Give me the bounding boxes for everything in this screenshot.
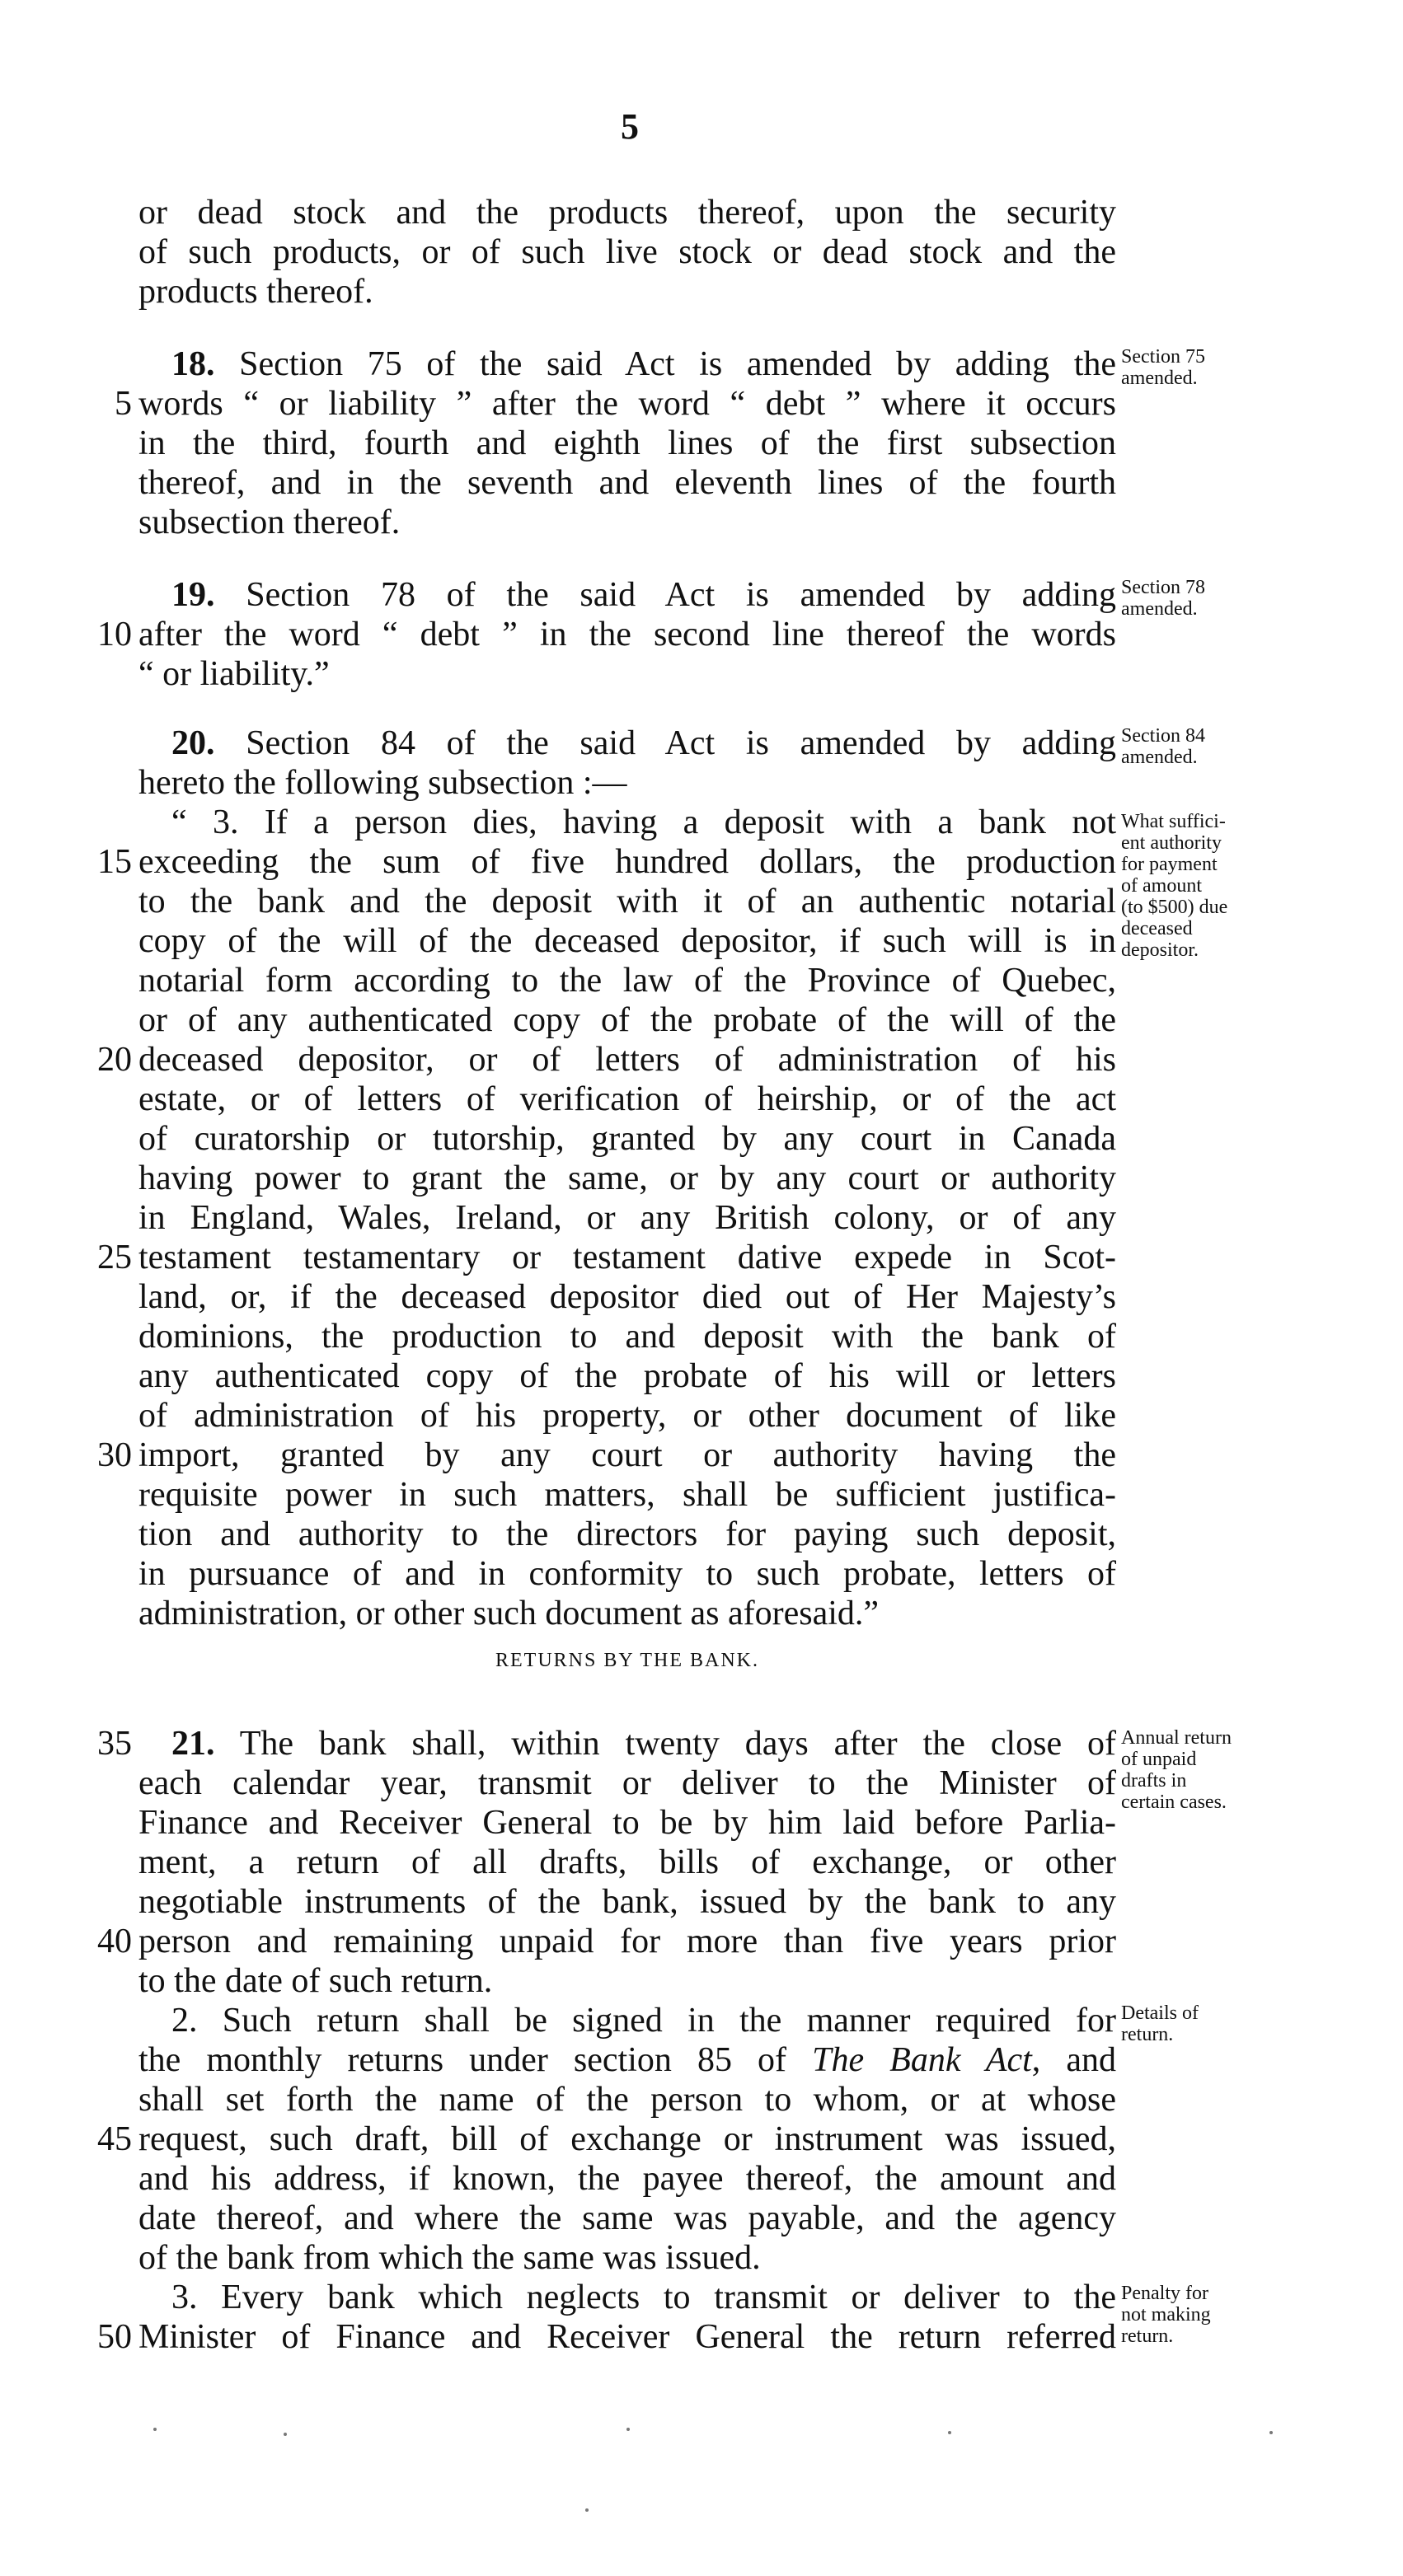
line-text: to the bank and the deposit with it of an authentic notarial: [138, 883, 1116, 920]
line-text-part: the monthly returns under section 85 of: [138, 2041, 813, 2079]
margin-note-line: Details of: [1121, 2002, 1199, 2024]
line-text: “ 3. If a person dies, having a deposit with a bank not: [171, 803, 1116, 841]
text-line: [138, 2119, 1116, 2159]
line-text: each calendar year, transmit or deliver to the Minister of: [138, 1764, 1116, 1802]
text-line: [138, 503, 1116, 542]
line-text: “ or liability.”: [138, 655, 330, 693]
line-text: of administration of his property, or other document of like: [138, 1397, 1116, 1435]
line-text: or dead stock and the products thereof, upon the security: [138, 194, 1116, 232]
line-number: 15: [97, 843, 132, 881]
act-title: The Bank Act: [812, 2041, 1032, 2079]
line-text: subsection thereof.: [138, 503, 401, 541]
margin-note-line: of unpaid: [1121, 1749, 1197, 1770]
margin-note-line: Annual return: [1121, 1727, 1232, 1749]
text-line: [138, 1238, 1116, 1277]
margin-note-line: amended.: [1121, 598, 1198, 620]
line-text: exceeding the sum of five hundred dollars, the production: [138, 843, 1116, 881]
print-speck: [284, 2433, 287, 2436]
line-text: The bank shall, within twenty days after the close of: [239, 1725, 1116, 1763]
text-line: [138, 384, 1116, 424]
text-line: [138, 654, 1116, 694]
line-text: Section 78 of the said Act is amended by adding: [246, 576, 1116, 614]
text-line: [138, 763, 1116, 803]
text-line: [138, 1317, 1116, 1356]
line-text: import, granted by any court or authority having the: [138, 1436, 1116, 1474]
line-text: after the word “ debt ” in the second line thereof the words: [138, 616, 1116, 653]
margin-note: [1121, 2002, 1261, 2045]
text-line: [138, 842, 1116, 882]
text-line: [138, 2199, 1116, 2238]
text-line: [138, 1119, 1116, 1159]
text-line: [138, 1000, 1116, 1040]
text-line: [138, 1554, 1116, 1594]
margin-note: [1121, 2283, 1261, 2347]
line-text: in pursuance of and in conformity to such probate, letters of: [138, 1555, 1116, 1593]
line-text: ment, a return of all drafts, bills of exchange, or other: [138, 1843, 1116, 1881]
text-line: [138, 921, 1116, 961]
text-line: [138, 1475, 1116, 1515]
line-text: of curatorship or tutorship, granted by any court in Canada: [138, 1120, 1116, 1158]
margin-note-line: not making: [1121, 2304, 1211, 2325]
line-text: administration, or other such document as aforesaid.”: [138, 1595, 880, 1632]
margin-note-line: depositor.: [1121, 939, 1199, 961]
margin-note-line: deceased: [1121, 918, 1193, 939]
text-line: [138, 615, 1116, 654]
line-text: copy of the will of the deceased depositor, if such will is in: [138, 922, 1116, 960]
text-line: [138, 1159, 1116, 1198]
text-line: [171, 2278, 1116, 2317]
text-line: [138, 1080, 1116, 1119]
section-number: 18.: [171, 345, 215, 383]
margin-note-line: Section 84: [1121, 725, 1205, 747]
margin-note-line: Section 78: [1121, 577, 1205, 598]
line-text: date thereof, and where the same was payable, and the agency: [138, 2199, 1116, 2237]
margin-note-line: Penalty for: [1121, 2283, 1208, 2304]
margin-note-line: of amount: [1121, 875, 1202, 897]
text-line: [138, 463, 1116, 503]
text-line: [138, 272, 1116, 311]
margin-note-line: amended.: [1121, 747, 1198, 768]
margin-note-line: drafts in: [1121, 1770, 1187, 1791]
line-text: negotiable instruments of the bank, issued by the bank to any: [138, 1883, 1116, 1921]
text-line: [171, 724, 1116, 763]
line-text: requisite power in such matters, shall be sufficient justifica-: [138, 1476, 1116, 1514]
text-line: [138, 2238, 1116, 2278]
margin-note-line: (to $500) due: [1121, 897, 1228, 918]
line-number: 10: [97, 616, 132, 653]
line-text: estate, or of letters of verification of heirship, or of the act: [138, 1080, 1116, 1118]
text-line: [138, 1277, 1116, 1317]
line-text: request, such draft, bill of exchange or instrument was issued,: [138, 2120, 1116, 2158]
print-speck: [1269, 2431, 1273, 2434]
text-line: [138, 2080, 1116, 2119]
print-speck: [626, 2428, 630, 2431]
line-text: any authenticated copy of the probate of his will or letters: [138, 1357, 1116, 1395]
print-speck: [585, 2508, 589, 2512]
line-text: 2. Such return shall be signed in the manner required for: [171, 2002, 1116, 2040]
line-text: in England, Wales, Ireland, or any British colony, or of any: [138, 1199, 1116, 1237]
line-text: to the date of such return.: [138, 1962, 493, 2000]
print-speck: [948, 2431, 951, 2434]
text-line: [138, 1040, 1116, 1080]
line-text: or of any authenticated copy of the probate of the will of the: [138, 1001, 1116, 1039]
section-number: 19.: [171, 576, 215, 614]
text-line: [138, 1396, 1116, 1436]
text-line: [138, 193, 1116, 232]
text-line: [171, 1724, 1116, 1763]
margin-note: [1121, 1727, 1261, 1813]
text-line: [138, 1198, 1116, 1238]
text-line: [138, 1922, 1116, 1961]
text-line: [138, 2317, 1116, 2357]
section-number: 20.: [171, 724, 215, 762]
text-line: [138, 882, 1116, 921]
margin-note-line: return.: [1121, 2024, 1174, 2045]
text-line: [138, 1961, 1116, 2001]
margin-note: [1121, 725, 1261, 768]
text-line: [138, 1803, 1116, 1843]
text-line: [138, 2159, 1116, 2199]
text-line: [138, 1763, 1116, 1803]
line-text: , and: [1031, 2041, 1116, 2079]
line-number: 45: [97, 2120, 132, 2158]
line-text: Minister of Finance and Receiver General the return referred: [138, 2318, 1116, 2356]
line-text: hereto the following subsection :—: [138, 764, 627, 802]
line-text: of the bank from which the same was issued.: [138, 2239, 761, 2277]
margin-note: [1121, 577, 1261, 620]
line-text: shall set forth the name of the person to whom, or at whose: [138, 2081, 1116, 2119]
line-text: Finance and Receiver General to be by him laid before Parlia-: [138, 1804, 1116, 1842]
margin-note-line: What suffici-: [1121, 811, 1226, 832]
line-number: 40: [97, 1923, 132, 1960]
line-text: in the third, fourth and eighth lines of the first subsection: [138, 424, 1116, 462]
line-text: land, or, if the deceased depositor died out of Her Majesty’s: [138, 1278, 1116, 1316]
margin-note-line: amended.: [1121, 368, 1198, 389]
section-number: 21.: [171, 1725, 215, 1763]
text-line: [138, 424, 1116, 463]
print-speck: [153, 2428, 157, 2431]
line-text: words “ or liability ” after the word “ debt ” where it occurs: [138, 385, 1116, 423]
text-line: [138, 961, 1116, 1000]
line-number: 35: [97, 1725, 132, 1763]
line-text: 3. Every bank which neglects to transmit or deliver to the: [171, 2279, 1116, 2316]
line-number: 5: [115, 385, 132, 423]
text-line: [138, 1843, 1116, 1882]
line-text: and his address, if known, the payee thereof, the amount and: [138, 2160, 1116, 2198]
line-text: products thereof.: [138, 273, 373, 311]
line-text: Section 84 of the said Act is amended by adding: [246, 724, 1116, 762]
text-line: [138, 1436, 1116, 1475]
text-line: [171, 2001, 1116, 2040]
line-text: notarial form according to the law of the Province of Quebec,: [138, 962, 1116, 1000]
line-text: tion and authority to the directors for paying such deposit,: [138, 1515, 1116, 1553]
text-line: [171, 575, 1116, 615]
line-text: having power to grant the same, or by any court or authority: [138, 1159, 1116, 1197]
margin-note: [1121, 811, 1261, 961]
text-line: [138, 232, 1116, 272]
section-heading: RETURNS BY THE BANK.: [495, 1650, 760, 1671]
text-line: [138, 2040, 1116, 2080]
line-text: deceased depositor, or of letters of administration of his: [138, 1041, 1116, 1079]
margin-note-line: return.: [1121, 2325, 1174, 2347]
line-number: 30: [97, 1436, 132, 1474]
text-line: [138, 1594, 1116, 1633]
margin-note-line: certain cases.: [1121, 1791, 1227, 1813]
line-text: thereof, and in the seventh and eleventh lines of the fourth: [138, 464, 1116, 502]
page-number: 5: [621, 106, 639, 147]
line-number: 25: [97, 1239, 132, 1276]
line-text: Section 75 of the said Act is amended by adding the: [239, 345, 1117, 383]
text-line: [171, 803, 1116, 842]
line-number: 50: [97, 2318, 132, 2356]
margin-note-line: Section 75: [1121, 346, 1205, 368]
line-text: person and remaining unpaid for more than five years prior: [138, 1923, 1116, 1960]
line-text: testament testamentary or testament dative expede in Scot-: [138, 1239, 1116, 1276]
line-text: dominions, the production to and deposit with the bank of: [138, 1318, 1116, 1356]
line-text: of such products, or of such live stock or dead stock and the: [138, 233, 1116, 271]
margin-note-line: for payment: [1121, 854, 1218, 875]
margin-note: [1121, 346, 1261, 389]
line-number: 20: [97, 1041, 132, 1079]
text-line: [138, 1515, 1116, 1554]
text-line: [138, 1882, 1116, 1922]
text-line: [138, 1356, 1116, 1396]
margin-note-line: ent authority: [1121, 832, 1222, 854]
text-line: [171, 344, 1116, 384]
